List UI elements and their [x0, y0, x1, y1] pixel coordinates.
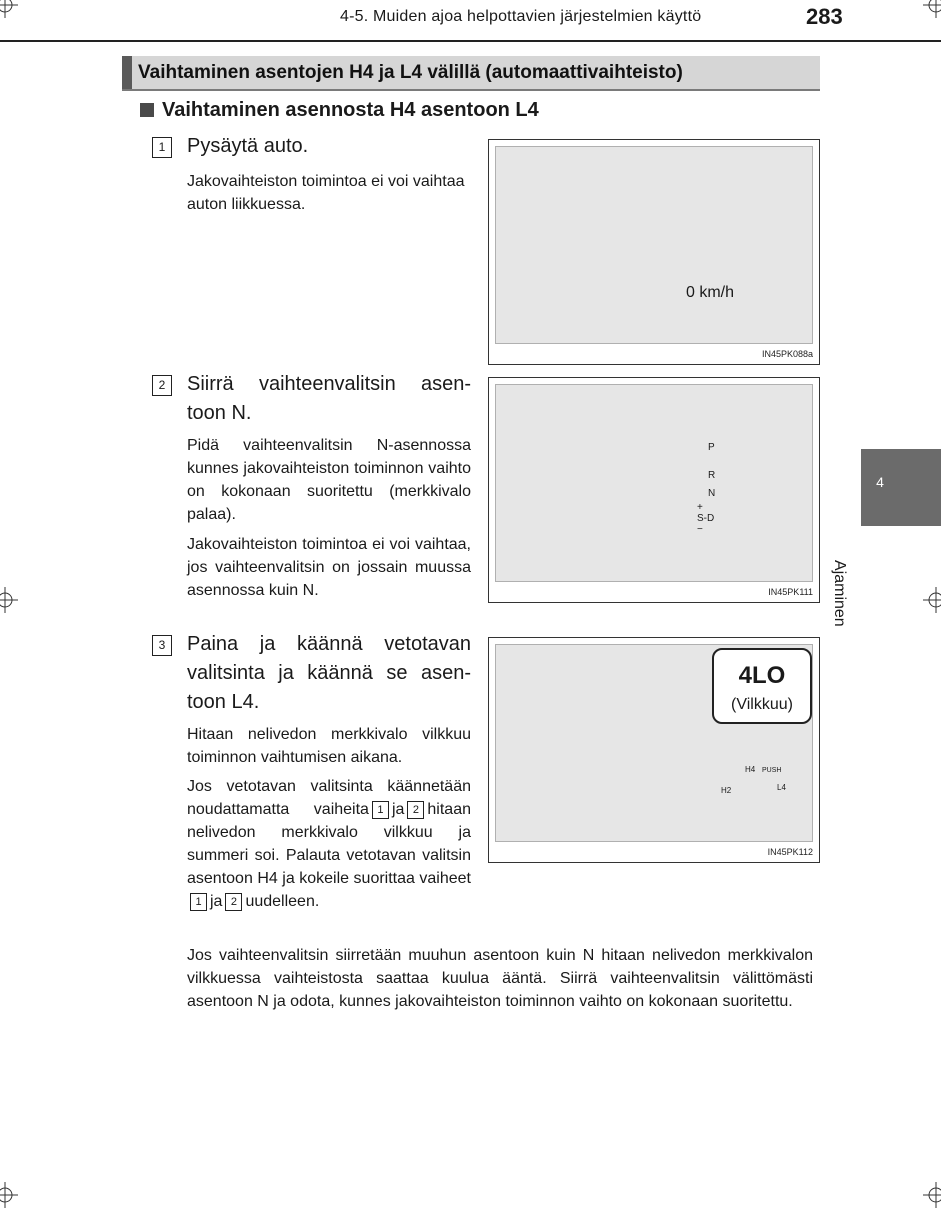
registration-mark-bottom-right — [923, 1182, 941, 1208]
step-3-heading-line1: Paina ja käännä vetotavan — [187, 633, 471, 655]
step-2-heading-line1: Siirrä vaihteenvalitsin asen- — [187, 373, 471, 395]
speed-readout-label: 0 km/h — [686, 284, 735, 301]
step-3-heading-line3: toon L4. — [187, 691, 260, 713]
section-title: Vaihtaminen asentojen H4 ja L4 välillä (automaattivaihteisto) — [138, 62, 683, 83]
step-3-para2-text-3: hitaan nelivedon merkkivalo vilkkuu ja summeri soi. Palauta vetotavan valitsin asentoon H4 ja kokeile suorittaa vaiheet — [187, 801, 471, 887]
dial-label-h2: H2 — [721, 786, 732, 795]
figure-code: IN45PK112 — [767, 847, 813, 857]
shift-gate-label-plus: + — [697, 502, 703, 513]
step-3-heading-line2: valitsinta ja käännä se asen- — [187, 662, 471, 684]
registration-mark-top-right — [923, 0, 941, 18]
section-heading-accent — [122, 56, 132, 89]
step-3-paragraph-1: Hitaan nelivedon merkkivalo vilkkuu toiminnon vaihtumisen aikana. — [187, 726, 471, 766]
step-ref-1: 1 — [372, 801, 389, 819]
page-number: 283 — [806, 4, 843, 29]
step-ref-1: 1 — [190, 893, 207, 911]
step-number-1: 1 — [152, 137, 172, 158]
running-header-title: 4-5. Muiden ajoa helpottavien järjestelmien käyttö — [340, 8, 702, 25]
chapter-label: Ajaminen — [831, 560, 848, 627]
figure-code: IN45PK088a — [761, 349, 813, 359]
step-3-para2-text-1: Jos vetotavan valitsinta käännetään noudattamatta vaiheita — [187, 778, 471, 818]
step-ref-2: 2 — [407, 801, 424, 819]
dial-label-h4: H4 — [745, 765, 756, 774]
step-ref-2: 2 — [225, 893, 242, 911]
figure-shift-lever — [488, 377, 820, 603]
section-heading-underline — [122, 89, 820, 91]
image-pickup-and-speedometer — [495, 146, 813, 344]
image-center-console-shift-gate — [495, 384, 813, 582]
step-3-para2-text-2: ja — [391, 801, 405, 818]
indicator-4lo-callout — [712, 648, 812, 724]
header-rule — [0, 40, 941, 42]
shift-gate-label-p: P — [708, 442, 715, 453]
shift-gate-label-r: R — [708, 470, 716, 481]
indicator-blinking-note: (Vilkkuu) — [731, 696, 793, 713]
step-number-2: 2 — [152, 375, 172, 396]
registration-mark-top-left — [0, 0, 18, 18]
step-1-paragraph: Jakovaihteiston toimintoa ei voi vaihtaa auton liikkuessa. — [187, 173, 465, 213]
step-number-3: 3 — [152, 635, 172, 656]
final-note-paragraph: Jos vaihteenvalitsin siirretään muuhun asentoon kuin N hitaan nelivedon merkkivalon vilkkuessa vaihteistosta saattaa kuulua ääntä. Siirrä vaihteenvalitsin välittömästi asentoon N ja odota, kunnes jakovaihteiston toiminnon vaihto on kokonaan suoritettu. — [187, 947, 813, 1010]
subsection-bullet-icon — [140, 103, 154, 117]
step-3-paragraph-2 — [187, 775, 471, 913]
shift-gate-label-n: N — [708, 488, 716, 499]
registration-mark-mid-left — [0, 587, 18, 613]
dial-label-l4: L4 — [777, 783, 786, 792]
step-2-paragraph-1: Pidä vaihteenvalitsin N-asennossa kunnes jakovaihteiston toiminnon vaihto on kokonaan suoritettu (merkkivalo palaa). — [187, 437, 471, 523]
step-2-heading-line2: toon N. — [187, 402, 252, 424]
shift-gate-label-sd: S-D — [697, 513, 715, 524]
figure-stop-vehicle — [488, 139, 820, 365]
step-3-para2-text-5: uudelleen. — [245, 893, 320, 910]
subsection-title: Vaihtaminen asennosta H4 asentoon L4 — [162, 99, 539, 121]
step-1-heading: Pysäytä auto. — [187, 135, 309, 157]
step-2-paragraph-2: Jakovaihteiston toimintoa ei voi vaihtaa, jos vaihteenvalitsin on jossain muussa asennossa kuin N. — [187, 536, 471, 599]
registration-mark-mid-right — [923, 587, 941, 613]
shift-gate-label-minus: − — [697, 524, 703, 535]
figure-code: IN45PK111 — [768, 587, 813, 597]
indicator-4lo-text: 4LO — [738, 662, 786, 689]
chapter-number: 4 — [876, 474, 884, 490]
dial-label-push: PUSH — [762, 767, 782, 774]
registration-mark-bottom-left — [0, 1182, 18, 1208]
step-3-para2-text-4: ja — [210, 893, 223, 910]
